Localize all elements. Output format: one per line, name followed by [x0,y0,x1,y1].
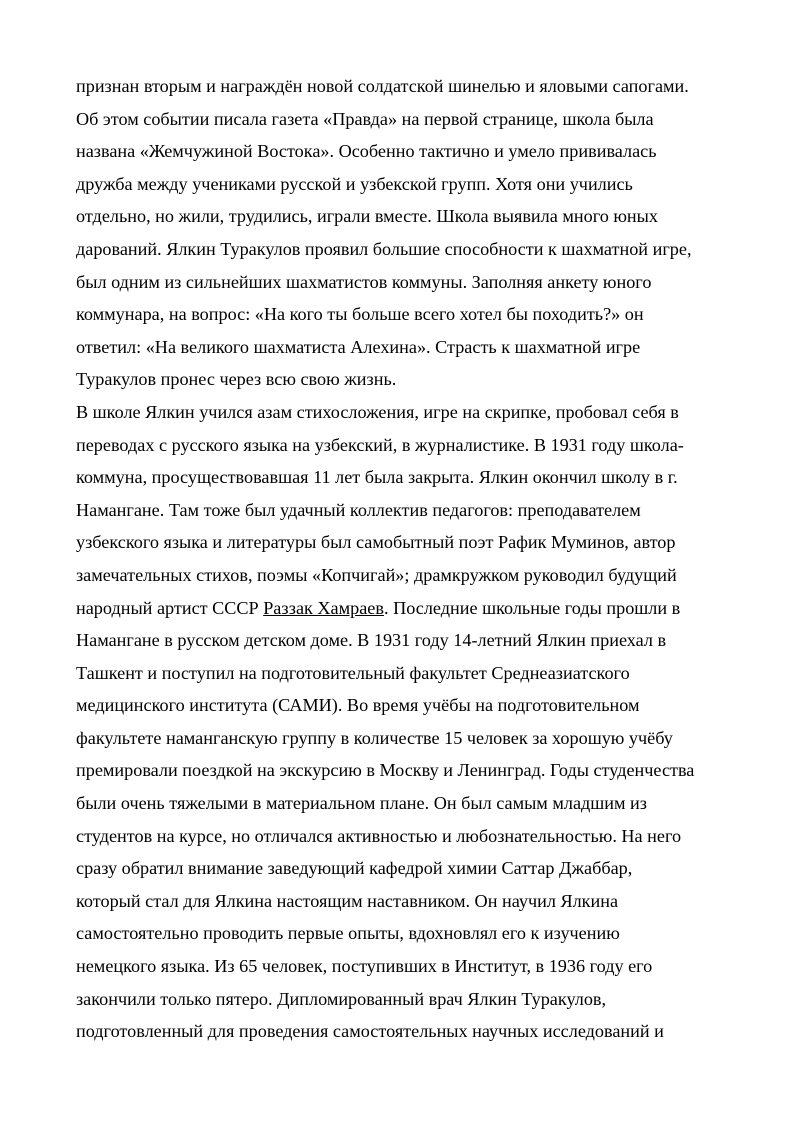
text-line: были очень тяжелыми в материальном плане. Он был самым младшим из [76,793,647,814]
razzak-khamraev-link[interactable]: Раззак Хамраев [263,597,384,618]
text-line: ответил: «На великого шахматиста Алехина». Страсть к шахматной игре [76,336,641,357]
text-line: был одним из сильнейших шахматистов коммуны. Заполняя анкету юного [76,271,652,292]
document-body [76,70,736,1048]
text-line: студентов на курсе, но отличался активностью и любознательностью. На него [76,825,682,846]
text-line: Об этом событии писала газета «Правда» на первой странице, школа была [76,108,654,129]
text-line: Намангане в русском детском доме. В 1931 году 14-летний Ялкин приехал в [76,630,667,651]
text-line: названа «Жемчужиной Востока». Особенно тактично и умело прививалась [76,141,657,162]
text-line: немецкого языка. Из 65 человек, поступивших в Институт, в 1936 году его [76,956,653,977]
text-line: дарований. Ялкин Туракулов проявил большие способности к шахматной игре, [76,238,692,259]
text-segment: народный артист СССР [76,597,264,618]
text-segment: . Последние школьные годы прошли в [383,597,681,618]
text-line: переводах с русского языка на узбекский, в журналистике. В 1931 году школа- [76,434,684,455]
text-line-with-link [76,592,736,625]
text-line: закончили только пятеро. Дипломированный врач Ялкин Туракулов, [76,988,607,1009]
text-line: дружба между учениками русской и узбекской групп. Хотя они учились [76,173,633,194]
text-line: узбекского языка и литературы был самобытный поэт Рафик Муминов, автор [76,532,676,553]
text-line: коммуна, просуществовавшая 11 лет была закрыта. Ялкин окончил школу в г. [76,467,678,488]
text-line: который стал для Ялкина настоящим наставником. Он научил Ялкина [76,890,619,911]
text-line: медицинского института (САМИ). Во время учёбы на подготовительном [76,695,640,716]
text-line: Туракулов пронес через всю свою жизнь. [76,369,397,390]
text-line: сразу обратил внимание заведующий кафедрой химии Саттар Джаббар, [76,858,633,879]
text-line: подготовленный для проведения самостоятельных научных исследований и [76,1021,664,1042]
text-line: Ташкент и поступил на подготовительный факультет Среднеазиатского [76,662,630,683]
text-line: признан вторым и награждён новой солдатской шинелью и яловыми сапогами. [76,76,689,96]
text-line: коммунара, на вопрос: «На кого ты больше всего хотел бы походить?» он [76,304,644,325]
text-line: факультете наманганскую группу в количестве 15 человек за хорошую учёбу [76,727,673,748]
text-line: В школе Ялкин учился азам стихосложения, игре на скрипке, пробовал себя в [76,401,679,422]
text-line: замечательных стихов, поэмы «Копчигай»; драмкружком руководил будущий [76,564,677,585]
text-line: Намангане. Там тоже был удачный коллектив педагогов: преподавателем [76,499,641,520]
text-line: самостоятельно проводить первые опыты, вдохновлял его к изучению [76,923,620,944]
text-line: отдельно, но жили, трудились, играли вместе. Школа выявила много юных [76,206,658,227]
text-line: премировали поездкой на экскурсию в Москву и Ленинград. Годы студенчества [76,760,695,781]
